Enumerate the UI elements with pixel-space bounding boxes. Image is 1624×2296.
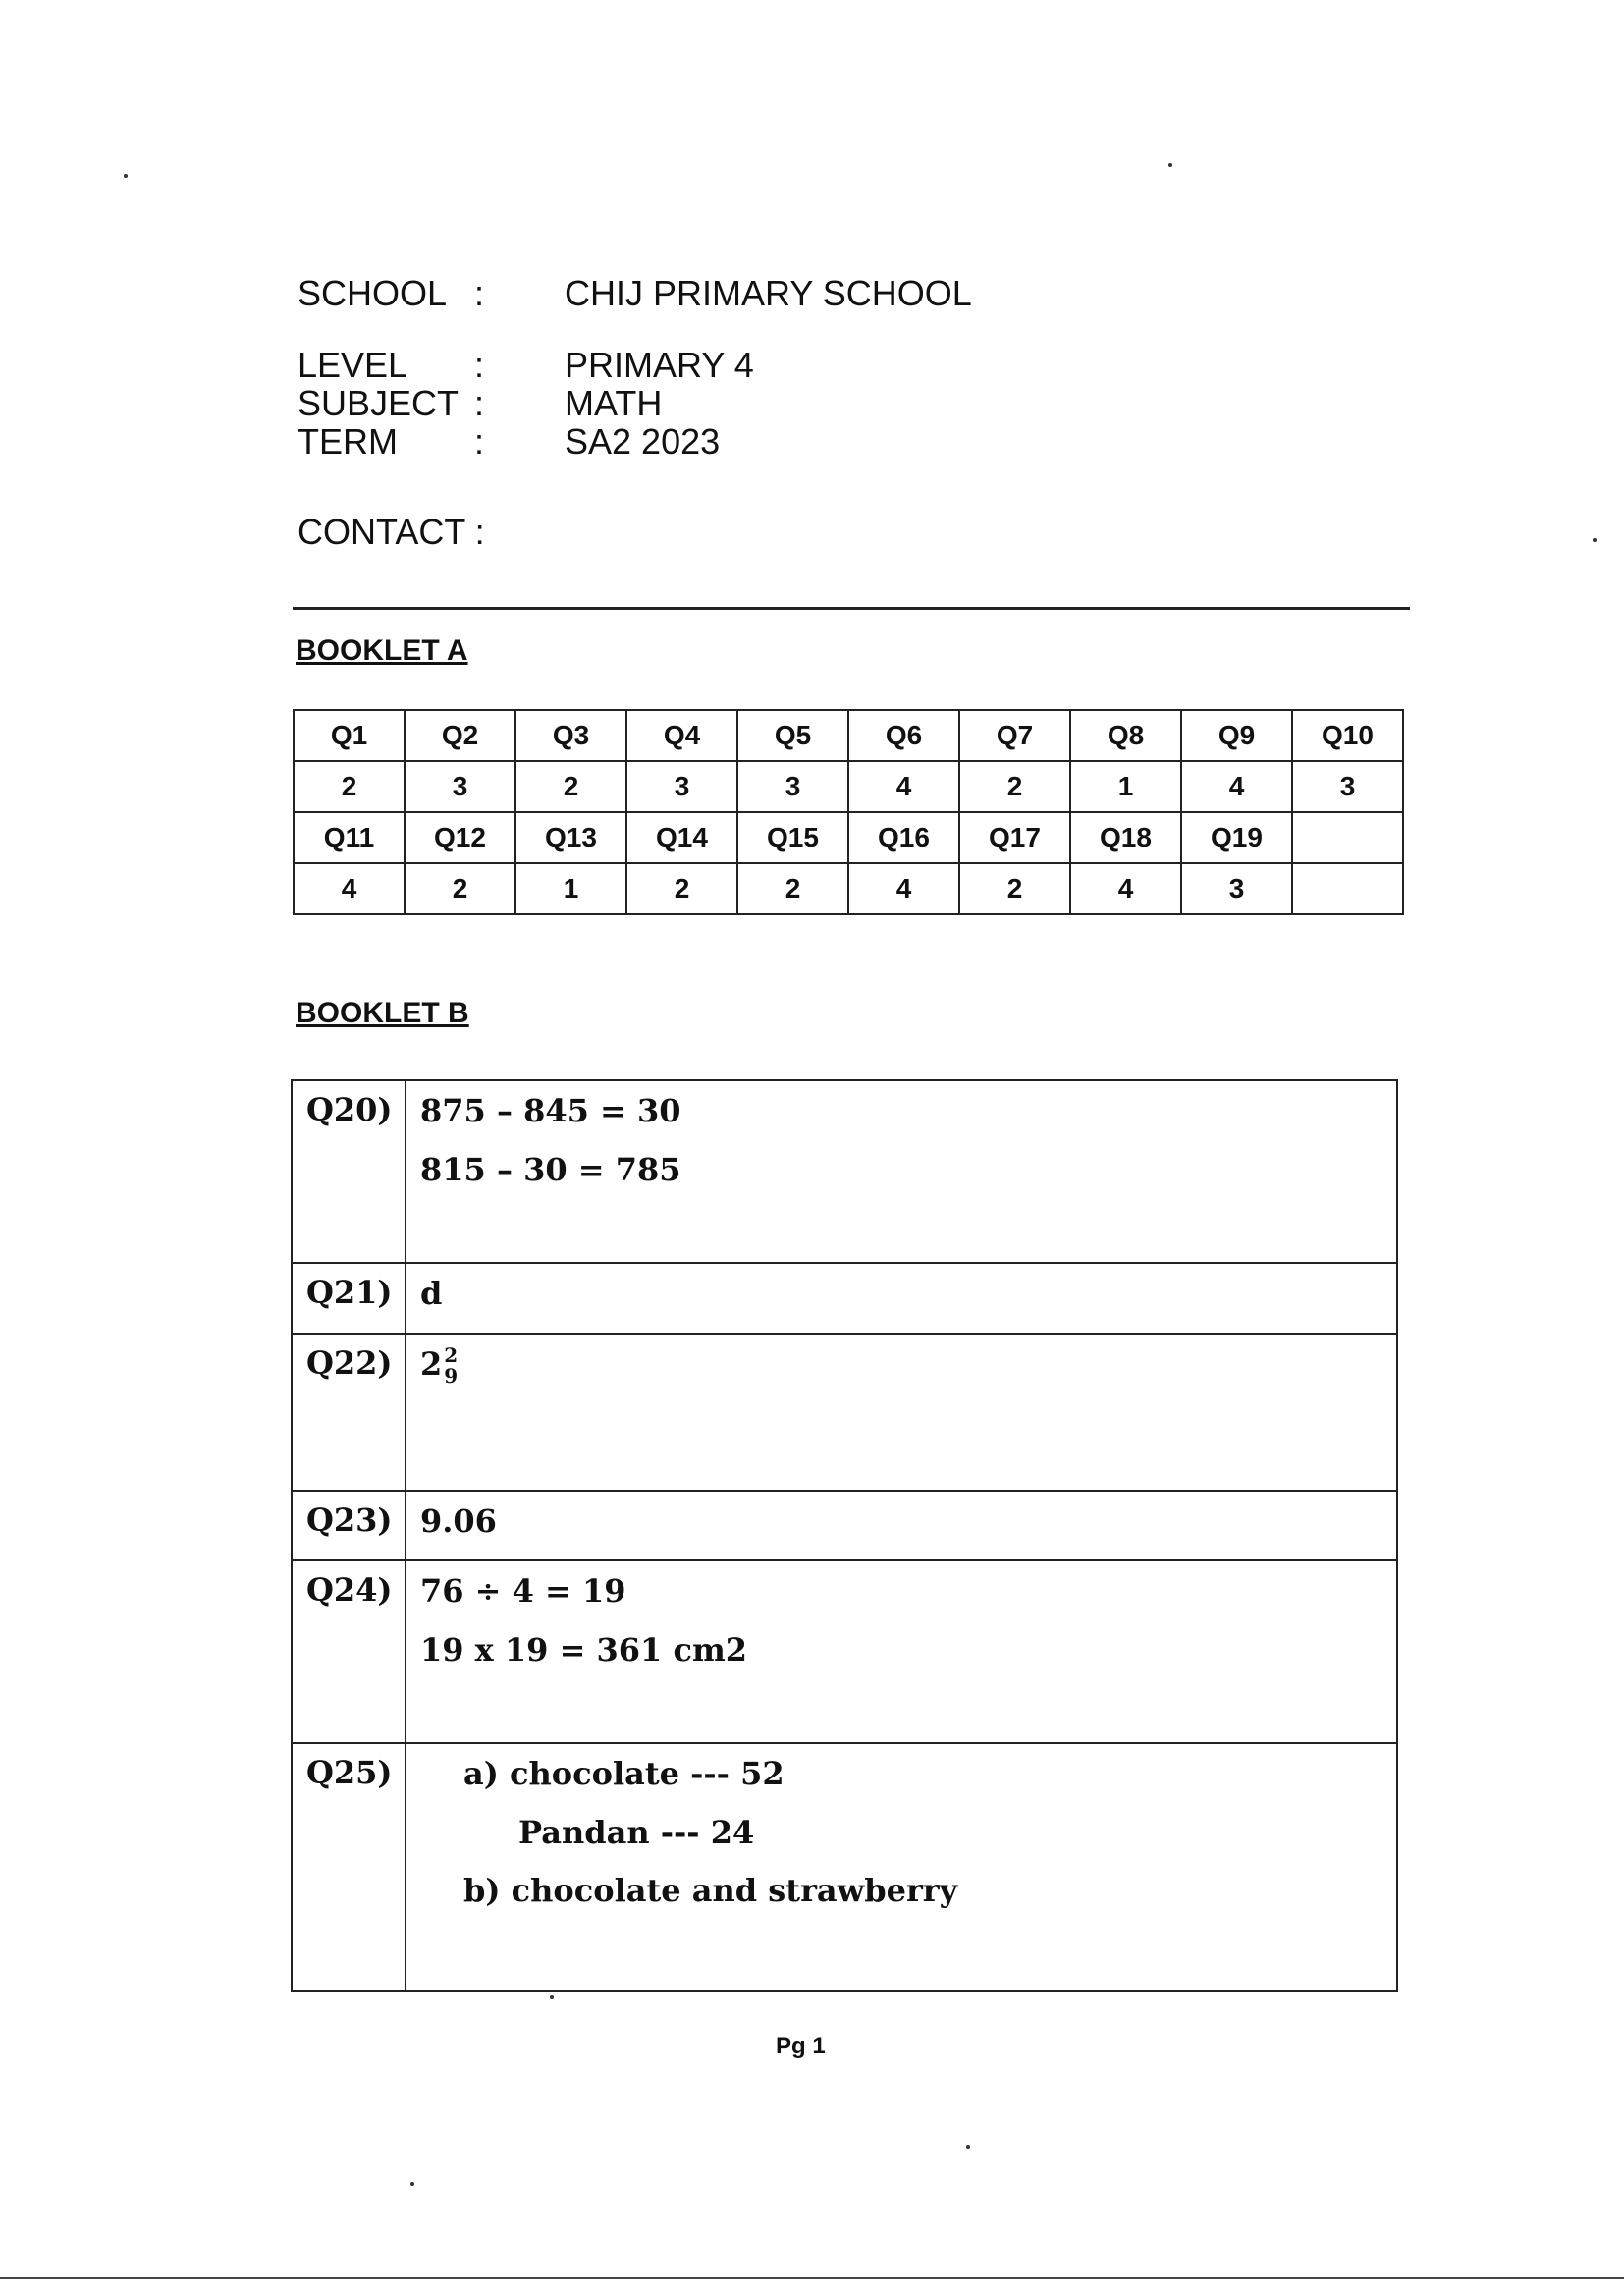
question-number-row	[294, 812, 1403, 863]
answer-cell	[406, 1080, 1397, 1263]
answer-key-row	[294, 863, 1403, 914]
level-label: LEVEL	[298, 345, 408, 385]
answer-cell	[406, 1491, 1397, 1561]
answer-line: 19 x 19 = 361 cm2	[420, 1630, 748, 1668]
answer-key-cell: 3	[405, 761, 515, 812]
answer-part-a-line2: Pandan --- 24	[518, 1813, 755, 1851]
bottom-scan-line	[0, 2277, 1624, 2279]
question-number-cell: Q11	[294, 812, 405, 863]
question-label: Q21)	[292, 1263, 406, 1334]
header-divider	[293, 607, 1410, 610]
answer-key-cell: 2	[959, 863, 1070, 914]
answer-key-cell: 4	[1070, 863, 1181, 914]
answer-key-cell: 3	[626, 761, 737, 812]
answer-key-row	[294, 761, 1403, 812]
term-colon: :	[474, 421, 485, 462]
question-number-cell: Q12	[405, 812, 515, 863]
answer-row-q25	[292, 1743, 1397, 1991]
fraction-whole: 2	[420, 1344, 443, 1383]
subject-label: SUBJECT	[298, 383, 460, 423]
question-number-cell: Q2	[405, 710, 515, 761]
scan-speck	[1593, 538, 1597, 542]
scan-speck	[410, 2182, 414, 2186]
answer-cell	[406, 1560, 1397, 1743]
question-number-row	[294, 710, 1403, 761]
answer-key-cell: 2	[737, 863, 848, 914]
level-colon: :	[474, 345, 485, 385]
answer-key-cell: 2	[959, 761, 1070, 812]
booklet-a-title: BOOKLET A	[296, 634, 468, 667]
subject-colon: :	[474, 383, 485, 423]
answer-key-cell: 3	[1181, 863, 1292, 914]
answer-line: d	[420, 1275, 443, 1312]
page-number: Pg 1	[776, 2033, 826, 2059]
booklet-a-table	[293, 709, 1404, 915]
fraction	[444, 1345, 458, 1387]
scan-speck	[966, 2145, 970, 2149]
question-label: Q23)	[292, 1491, 406, 1561]
answer-row-q22	[292, 1334, 1397, 1491]
answer-cell	[406, 1743, 1397, 1991]
question-number-cell: Q8	[1070, 710, 1181, 761]
mixed-fraction	[420, 1344, 1396, 1388]
question-label: Q22)	[292, 1334, 406, 1491]
answer-key-cell: 4	[848, 761, 959, 812]
question-number-cell: Q15	[737, 812, 848, 863]
term-value: SA2 2023	[565, 421, 721, 462]
scan-speck	[124, 174, 128, 178]
booklet-b-title: BOOKLET B	[296, 997, 469, 1029]
answer-line: 815 – 30 = 785	[420, 1150, 681, 1188]
answer-cell	[406, 1263, 1397, 1334]
answer-key-cell: 3	[1292, 761, 1403, 812]
answer-key-cell: 2	[405, 863, 515, 914]
answer-part-a: a) chocolate --- 52	[463, 1755, 785, 1793]
booklet-b-table	[291, 1079, 1398, 1992]
question-number-cell: Q6	[848, 710, 959, 761]
answer-line: 9.06	[420, 1502, 497, 1540]
question-number-cell: Q17	[959, 812, 1070, 863]
answer-row-q23	[292, 1491, 1397, 1561]
question-number-cell: Q16	[848, 812, 959, 863]
answer-key-cell: 2	[294, 761, 405, 812]
answer-cell	[406, 1334, 1397, 1491]
answer-key-cell: 2	[515, 761, 626, 812]
answer-part-b: b) chocolate and strawberry	[463, 1872, 958, 1910]
answer-row-q24	[292, 1560, 1397, 1743]
scan-speck	[550, 1995, 554, 1999]
question-number-cell: Q19	[1181, 812, 1292, 863]
answer-key-cell: 4	[848, 863, 959, 914]
contact-label: CONTACT :	[298, 512, 485, 552]
answer-key-cell: 3	[737, 761, 848, 812]
question-label: Q25)	[292, 1743, 406, 1991]
school-value: CHIJ PRIMARY SCHOOL	[565, 273, 972, 313]
question-number-cell: Q3	[515, 710, 626, 761]
answer-line: 76 ÷ 4 = 19	[420, 1572, 626, 1611]
answer-row-q21	[292, 1263, 1397, 1334]
fraction-numerator: 2	[444, 1343, 459, 1368]
answer-line: 875 – 845 = 30	[420, 1092, 681, 1129]
question-number-cell: Q9	[1181, 710, 1292, 761]
question-label: Q24)	[292, 1560, 406, 1743]
fraction-denominator: 9	[444, 1364, 459, 1389]
subject-value: MATH	[565, 383, 663, 423]
question-number-cell	[1292, 812, 1403, 863]
question-number-cell: Q18	[1070, 812, 1181, 863]
question-number-cell: Q5	[737, 710, 848, 761]
answer-key-cell: 1	[1070, 761, 1181, 812]
school-label: SCHOOL	[298, 273, 448, 313]
question-number-cell: Q13	[515, 812, 626, 863]
answer-key-cell: 1	[515, 863, 626, 914]
answer-row-q20	[292, 1080, 1397, 1263]
level-value: PRIMARY 4	[565, 345, 754, 385]
school-colon: :	[474, 273, 485, 313]
term-label: TERM	[298, 421, 398, 462]
question-number-cell: Q10	[1292, 710, 1403, 761]
question-number-cell: Q7	[959, 710, 1070, 761]
answer-key-cell	[1292, 863, 1403, 914]
question-number-cell: Q4	[626, 710, 737, 761]
question-label: Q20)	[292, 1080, 406, 1263]
answer-key-cell: 4	[1181, 761, 1292, 812]
question-number-cell: Q14	[626, 812, 737, 863]
question-number-cell: Q1	[294, 710, 405, 761]
scan-speck	[1168, 163, 1172, 167]
answer-key-cell: 4	[294, 863, 405, 914]
answer-key-cell: 2	[626, 863, 737, 914]
